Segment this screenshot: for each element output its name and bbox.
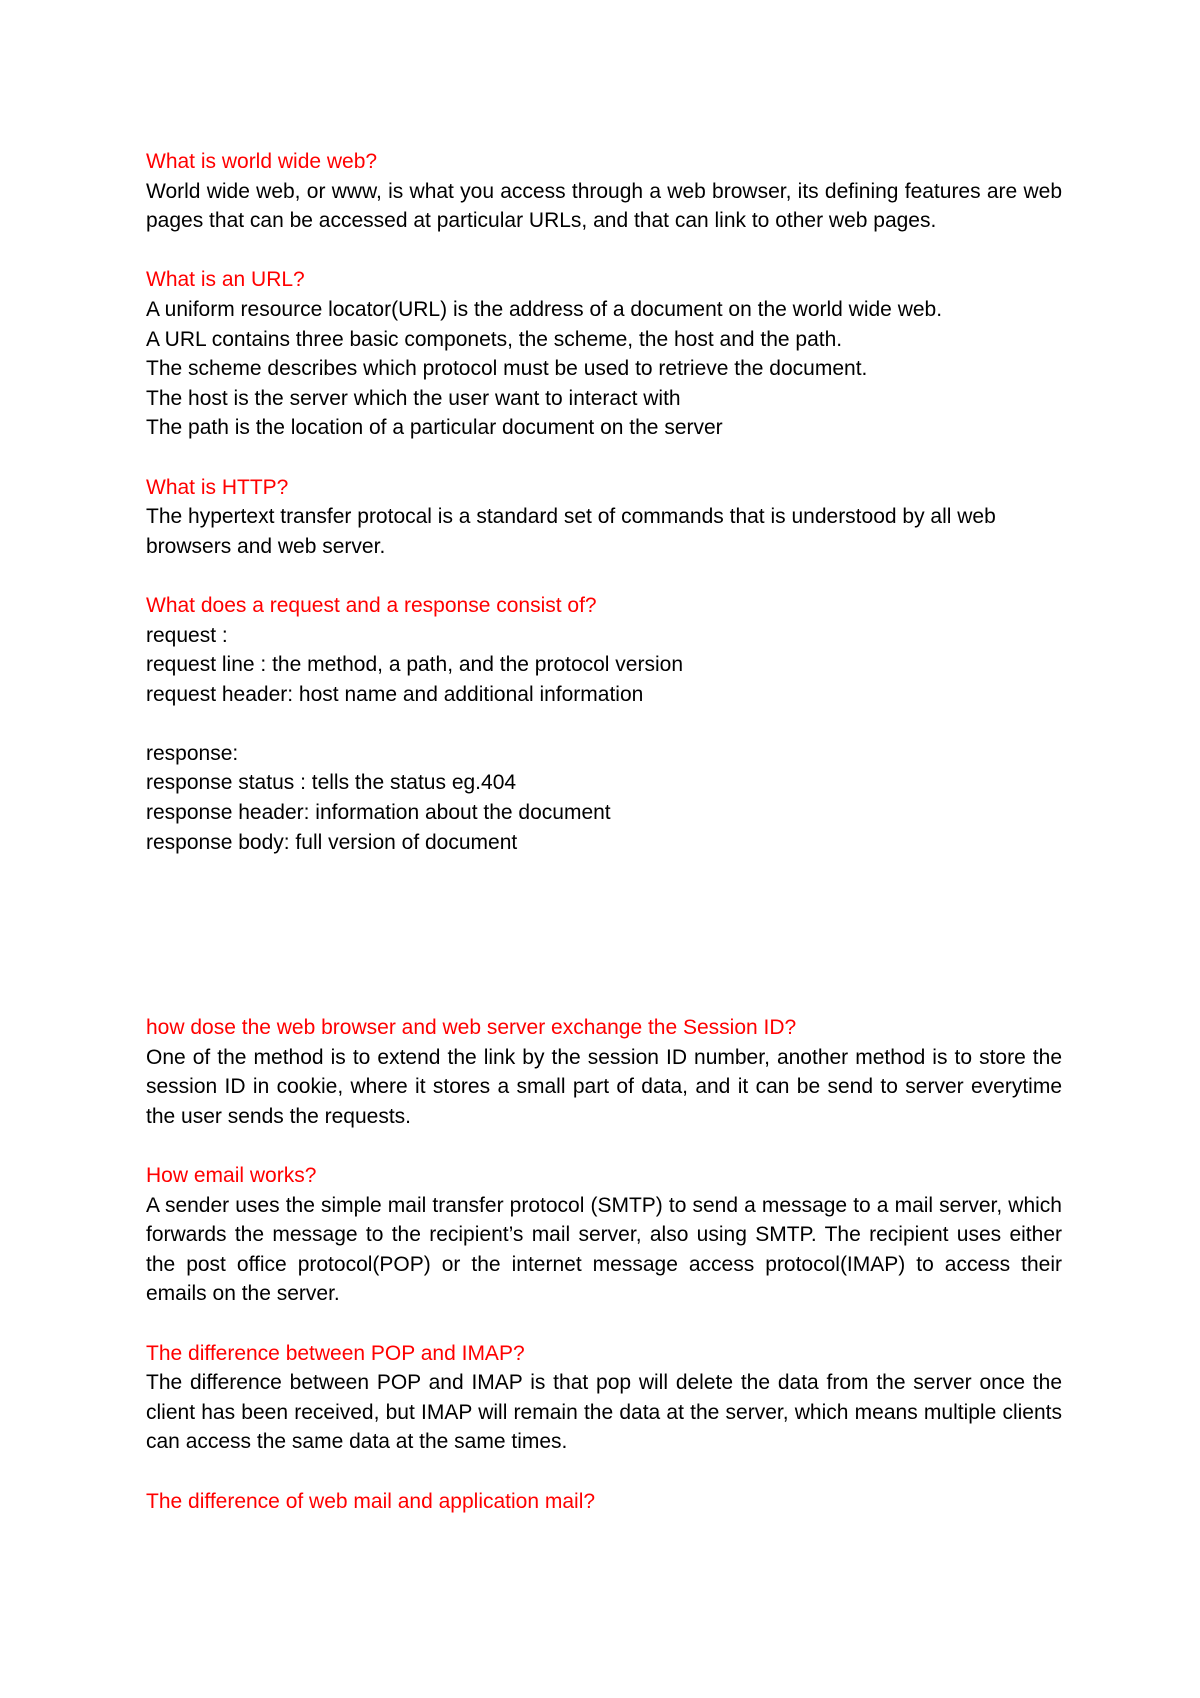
question-heading: What is HTTP?: [146, 475, 289, 499]
spacer: [146, 709, 1062, 739]
answer-line: The path is the location of a particular document on the server: [146, 416, 723, 440]
spacer: [146, 443, 1062, 473]
bottom-section-block: [146, 1013, 1062, 1516]
answer-line: request :: [146, 623, 228, 647]
answer-line: response body: full version of document: [146, 830, 518, 854]
question-heading: The difference of web mail and application mail?: [146, 1489, 596, 1513]
answer-line: A uniform resource locator(URL) is the address of a document on the world wide web.: [146, 297, 943, 321]
answer-paragraph: One of the method is to extend the link by the session ID number, another method is to store the session ID in cookie, where it stores a small part of data, and it can be send to server everytime the user sends the requests.: [146, 1045, 1062, 1128]
answer-paragraph: The difference between POP and IMAP is that pop will delete the data from the server once the client has been received, but IMAP will remain the data at the server, which means multiple clients can access the same data at the same times.: [146, 1371, 1062, 1454]
answer-paragraph: World wide web, or www, is what you access through a web browser, its defining features are web pages that can be accessed at particular URLs, and that can link to other web pages.: [146, 179, 1062, 233]
spacer: [146, 1457, 1062, 1487]
question-heading: How email works?: [146, 1163, 317, 1187]
answer-line: A URL contains three basic componets, the scheme, the host and the path.: [146, 327, 843, 351]
top-section-block: [146, 147, 1062, 857]
answer-paragraph: A sender uses the simple mail transfer protocol (SMTP) to send a message to a mail server, which forwards the message to the recipient’s mail server, also using SMTP. The recipient uses either the post office protocol(POP) or the internet message access protocol(IMAP) to access their emails on the server.: [146, 1193, 1062, 1306]
question-heading: What does a request and a response consist of?: [146, 593, 597, 617]
answer-line: request line : the method, a path, and the protocol version: [146, 653, 684, 677]
question-heading: What is world wide web?: [146, 150, 378, 173]
answer-paragraph: The hypertext transfer protocal is a standard set of commands that is understood by all web browsers and web server.: [146, 505, 996, 558]
question-heading: The difference between POP and IMAP?: [146, 1341, 525, 1365]
spacer: [146, 561, 1062, 591]
spacer: [146, 1309, 1062, 1339]
answer-line: response header: information about the document: [146, 801, 611, 825]
question-heading: What is an URL?: [146, 268, 305, 292]
spacer: [146, 1131, 1062, 1161]
answer-line: response status : tells the status eg.404: [146, 771, 517, 795]
answer-line: request header: host name and additional information: [146, 682, 644, 706]
question-heading: how dose the web browser and web server exchange the Session ID?: [146, 1016, 797, 1039]
answer-line: response:: [146, 741, 239, 765]
answer-line: The host is the server which the user want to interact with: [146, 386, 681, 410]
answer-line: The scheme describes which protocol must be used to retrieve the document.: [146, 357, 868, 381]
spacer: [146, 236, 1062, 266]
